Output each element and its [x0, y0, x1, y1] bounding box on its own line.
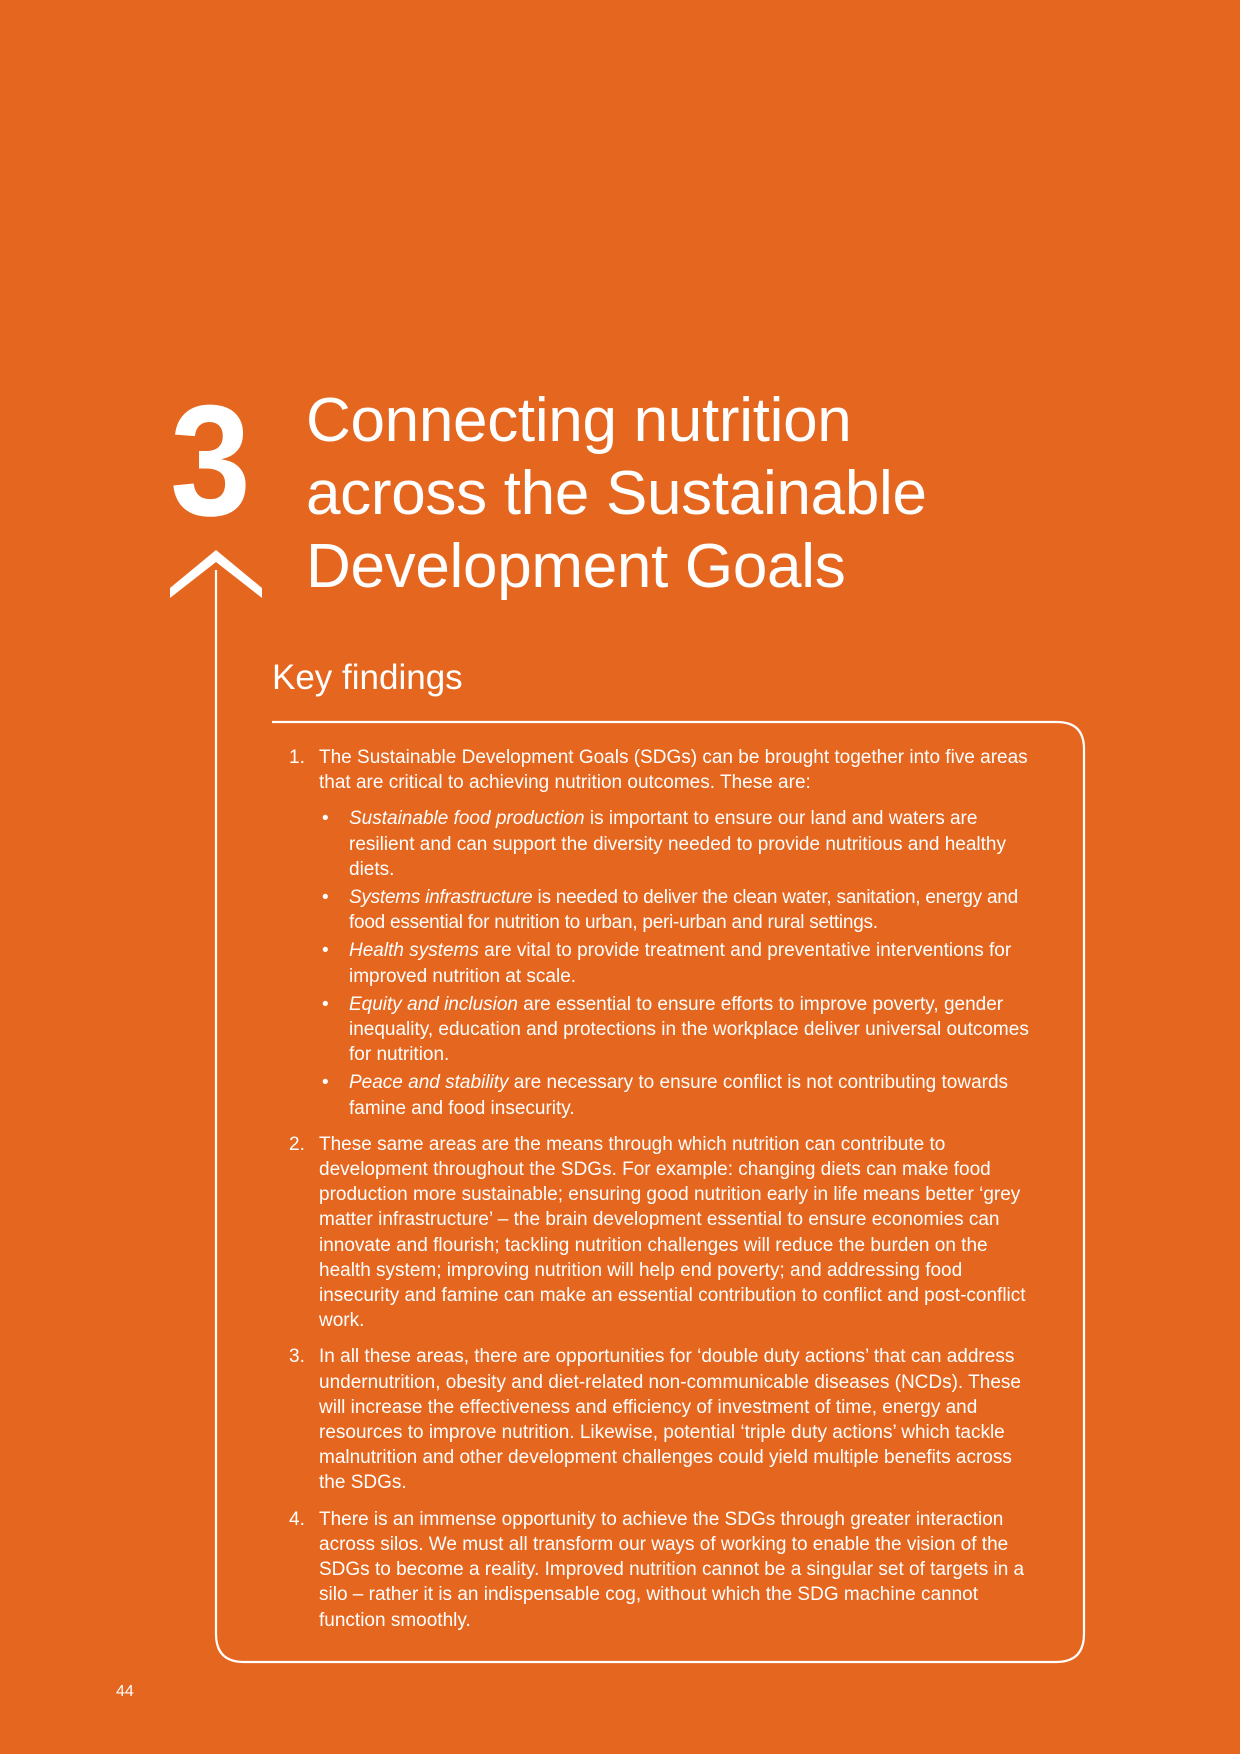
bullet-item [319, 992, 1032, 1068]
finding-number: 1. [289, 747, 305, 768]
bullet-icon: • [322, 808, 329, 830]
key-findings-list [272, 745, 1032, 1644]
finding-item [272, 1132, 1032, 1334]
bullet-text: is needed to deliver the clean water, sanitation, energy and food essential for nutrition to urban, peri-urban and rural settings. [349, 887, 1018, 934]
chapter-title-line: across the Sustainable [306, 459, 927, 528]
bullet-term: Health systems [349, 940, 479, 962]
bullet-item [319, 885, 1032, 935]
finding-text: In all these areas, there are opportunities for ‘double duty actions’ that can address undernutrition, obesity and diet-related non-communicable diseases (NCDs). These will increase the effectiveness and efficiency of investment of time, energy and resources to improve nutrition. Likewise, potential ‘triple duty actions’ which tackle malnutrition and other development challenges could yield multiple benefits across the SDGs. [319, 1346, 1021, 1494]
chapter-title-line: Connecting nutrition [306, 386, 852, 455]
finding-text: There is an immense opportunity to achieve the SDGs through greater interaction across silos. We must all transform our ways of working to enable the vision of the SDGs to become a reality. Improved nutrition cannot be a singular set of targets in a silo – rather it is an indispensable cog, without which the SDG machine cannot function smoothly. [319, 1508, 1025, 1631]
bullet-item [319, 806, 1032, 882]
page-number: 44 [116, 1683, 134, 1700]
chevron-up-icon [170, 548, 262, 598]
bullet-text: are necessary to ensure conflict is not contributing towards famine and food insecurity. [349, 1072, 1009, 1119]
finding-text: These same areas are the means through which nutrition can contribute to development throughout the SDGs. For example: changing diets can make food production more sustainable; ensuring good nutrition early in life means better ‘grey matter infrastructure’ – the brain development essential to ensure economies can innovate and flourish; tackling nutrition challenges will reduce the burden on the health system; improving nutrition will help end poverty; and addressing food insecurity and famine can make an essential contribution to conflict and post-conflict work. [319, 1133, 1026, 1332]
finding-number: 2. [289, 1133, 305, 1155]
bullet-term: Peace and stability [349, 1072, 509, 1094]
chapter-title [306, 384, 1066, 603]
bullet-term: Systems infrastructure [349, 887, 533, 909]
finding-number: 3. [289, 1346, 305, 1368]
finding-item [272, 1344, 1032, 1495]
bullet-icon: • [322, 887, 329, 909]
bullet-item [319, 938, 1032, 988]
chapter-number: 3 [170, 373, 248, 549]
bullet-text: are essential to ensure efforts to improve poverty, gender inequality, education and protections in the workplace deliver universal outcomes for nutrition. [349, 993, 1029, 1066]
finding-number: 4. [289, 1508, 305, 1530]
bullet-item [319, 1070, 1032, 1120]
bullet-icon: • [322, 940, 329, 962]
finding-text: The Sustainable Development Goals (SDGs) can be brought together into five areas that are critical to achieving nutrition outcomes. These are: [319, 747, 1028, 794]
key-findings-heading: Key findings [272, 658, 463, 697]
finding-item [272, 1507, 1032, 1633]
bullet-text: is important to ensure our land and waters are resilient and can support the diversity needed to provide nutritious and healthy diets. [349, 808, 1006, 880]
finding-item [272, 745, 1032, 1121]
bullet-icon: • [322, 993, 329, 1015]
bullet-term: Sustainable food production [349, 808, 585, 830]
bullet-icon: • [322, 1072, 329, 1094]
bullet-term: Equity and inclusion [349, 993, 518, 1015]
finding-bullet-list [319, 806, 1032, 1120]
chapter-title-line: Development Goals [306, 532, 846, 601]
bullet-text: are vital to provide treatment and preventative interventions for improved nutrition at scale. [349, 940, 1012, 987]
